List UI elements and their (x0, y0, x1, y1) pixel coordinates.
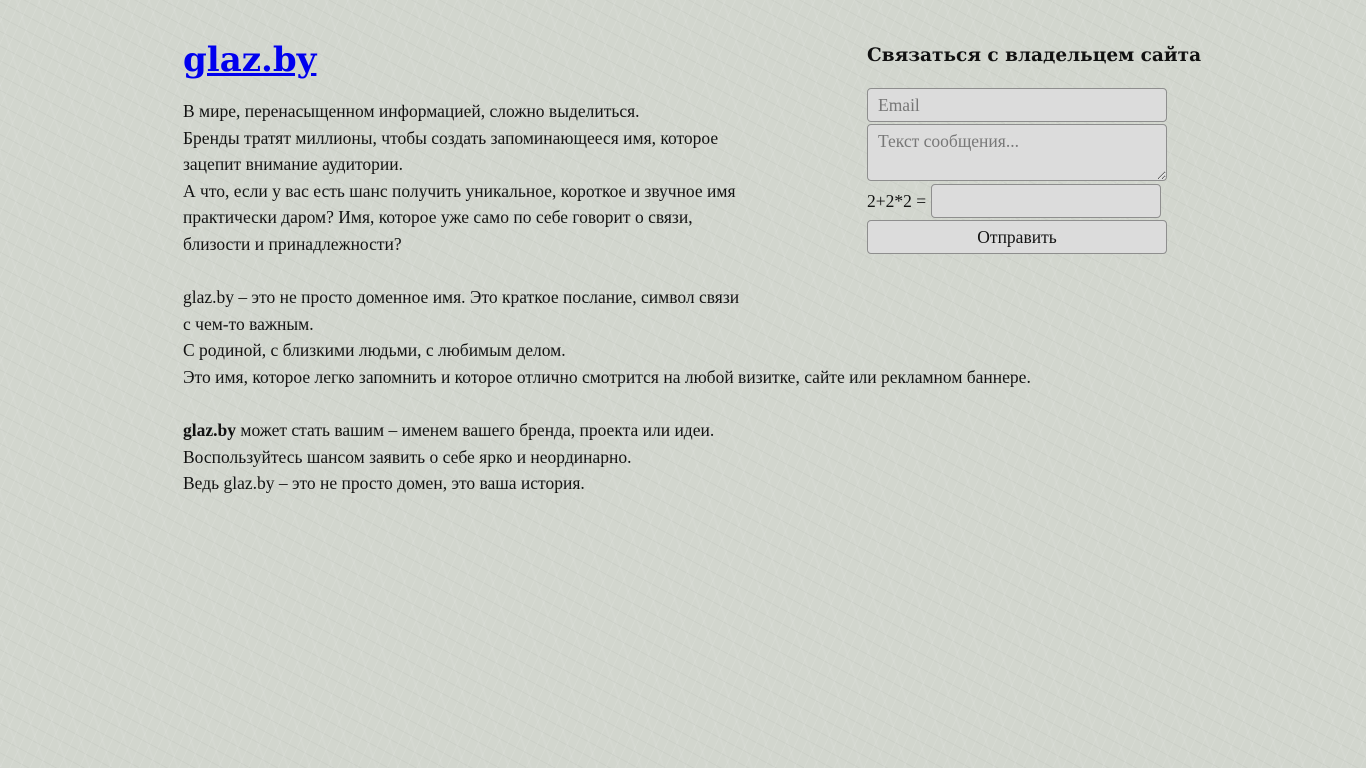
captcha-label: 2+2*2 = (867, 190, 927, 211)
intro-line: А что, если у вас есть шанс получить уникальное, короткое и звучное имя (183, 180, 736, 201)
message-field[interactable] (867, 124, 1167, 181)
intro-line: зацепит внимание аудитории. (183, 154, 403, 175)
about-line: с чем-то важным. (183, 313, 314, 334)
site-title-link[interactable]: glaz.by (183, 40, 317, 80)
about-line: glaz.by – это не просто доменное имя. Это краткое послание, символ связи (183, 287, 740, 308)
closing-line-rest: может стать вашим – именем вашего бренда, проекта или идеи. (236, 420, 715, 441)
about-paragraph (183, 284, 1173, 390)
closing-paragraph (183, 417, 1173, 497)
captcha-input[interactable] (931, 184, 1161, 218)
about-line: Это имя, которое легко запомнить и которое отлично смотрится на любой визитке, сайте или рекламном баннере. (183, 366, 1031, 387)
intro-line: практически даром? Имя, которое уже само по себе говорит о связи, (183, 207, 693, 228)
intro-line: В мире, перенасыщенном информацией, сложно выделиться. (183, 101, 640, 121)
closing-line: Воспользуйтесь шансом заявить о себе ярко и неординарно. (183, 446, 632, 467)
intro-line: Бренды тратят миллионы, чтобы создать запоминающееся имя, которое (183, 127, 719, 148)
contact-form (867, 42, 1202, 254)
about-line: С родиной, с близкими людьми, с любимым делом. (183, 340, 566, 361)
intro-line: близости и принадлежности? (183, 233, 402, 254)
closing-line: Ведь glaz.by – это не просто домен, это ваша история. (183, 473, 585, 494)
closing-line (183, 417, 1173, 444)
brand-name-bold: glaz.by (183, 420, 236, 441)
submit-button[interactable]: Отправить (867, 220, 1167, 254)
contact-form-title: Связаться с владельцем сайта (867, 45, 1202, 66)
captcha-row (867, 183, 1187, 219)
email-field[interactable] (867, 88, 1167, 122)
